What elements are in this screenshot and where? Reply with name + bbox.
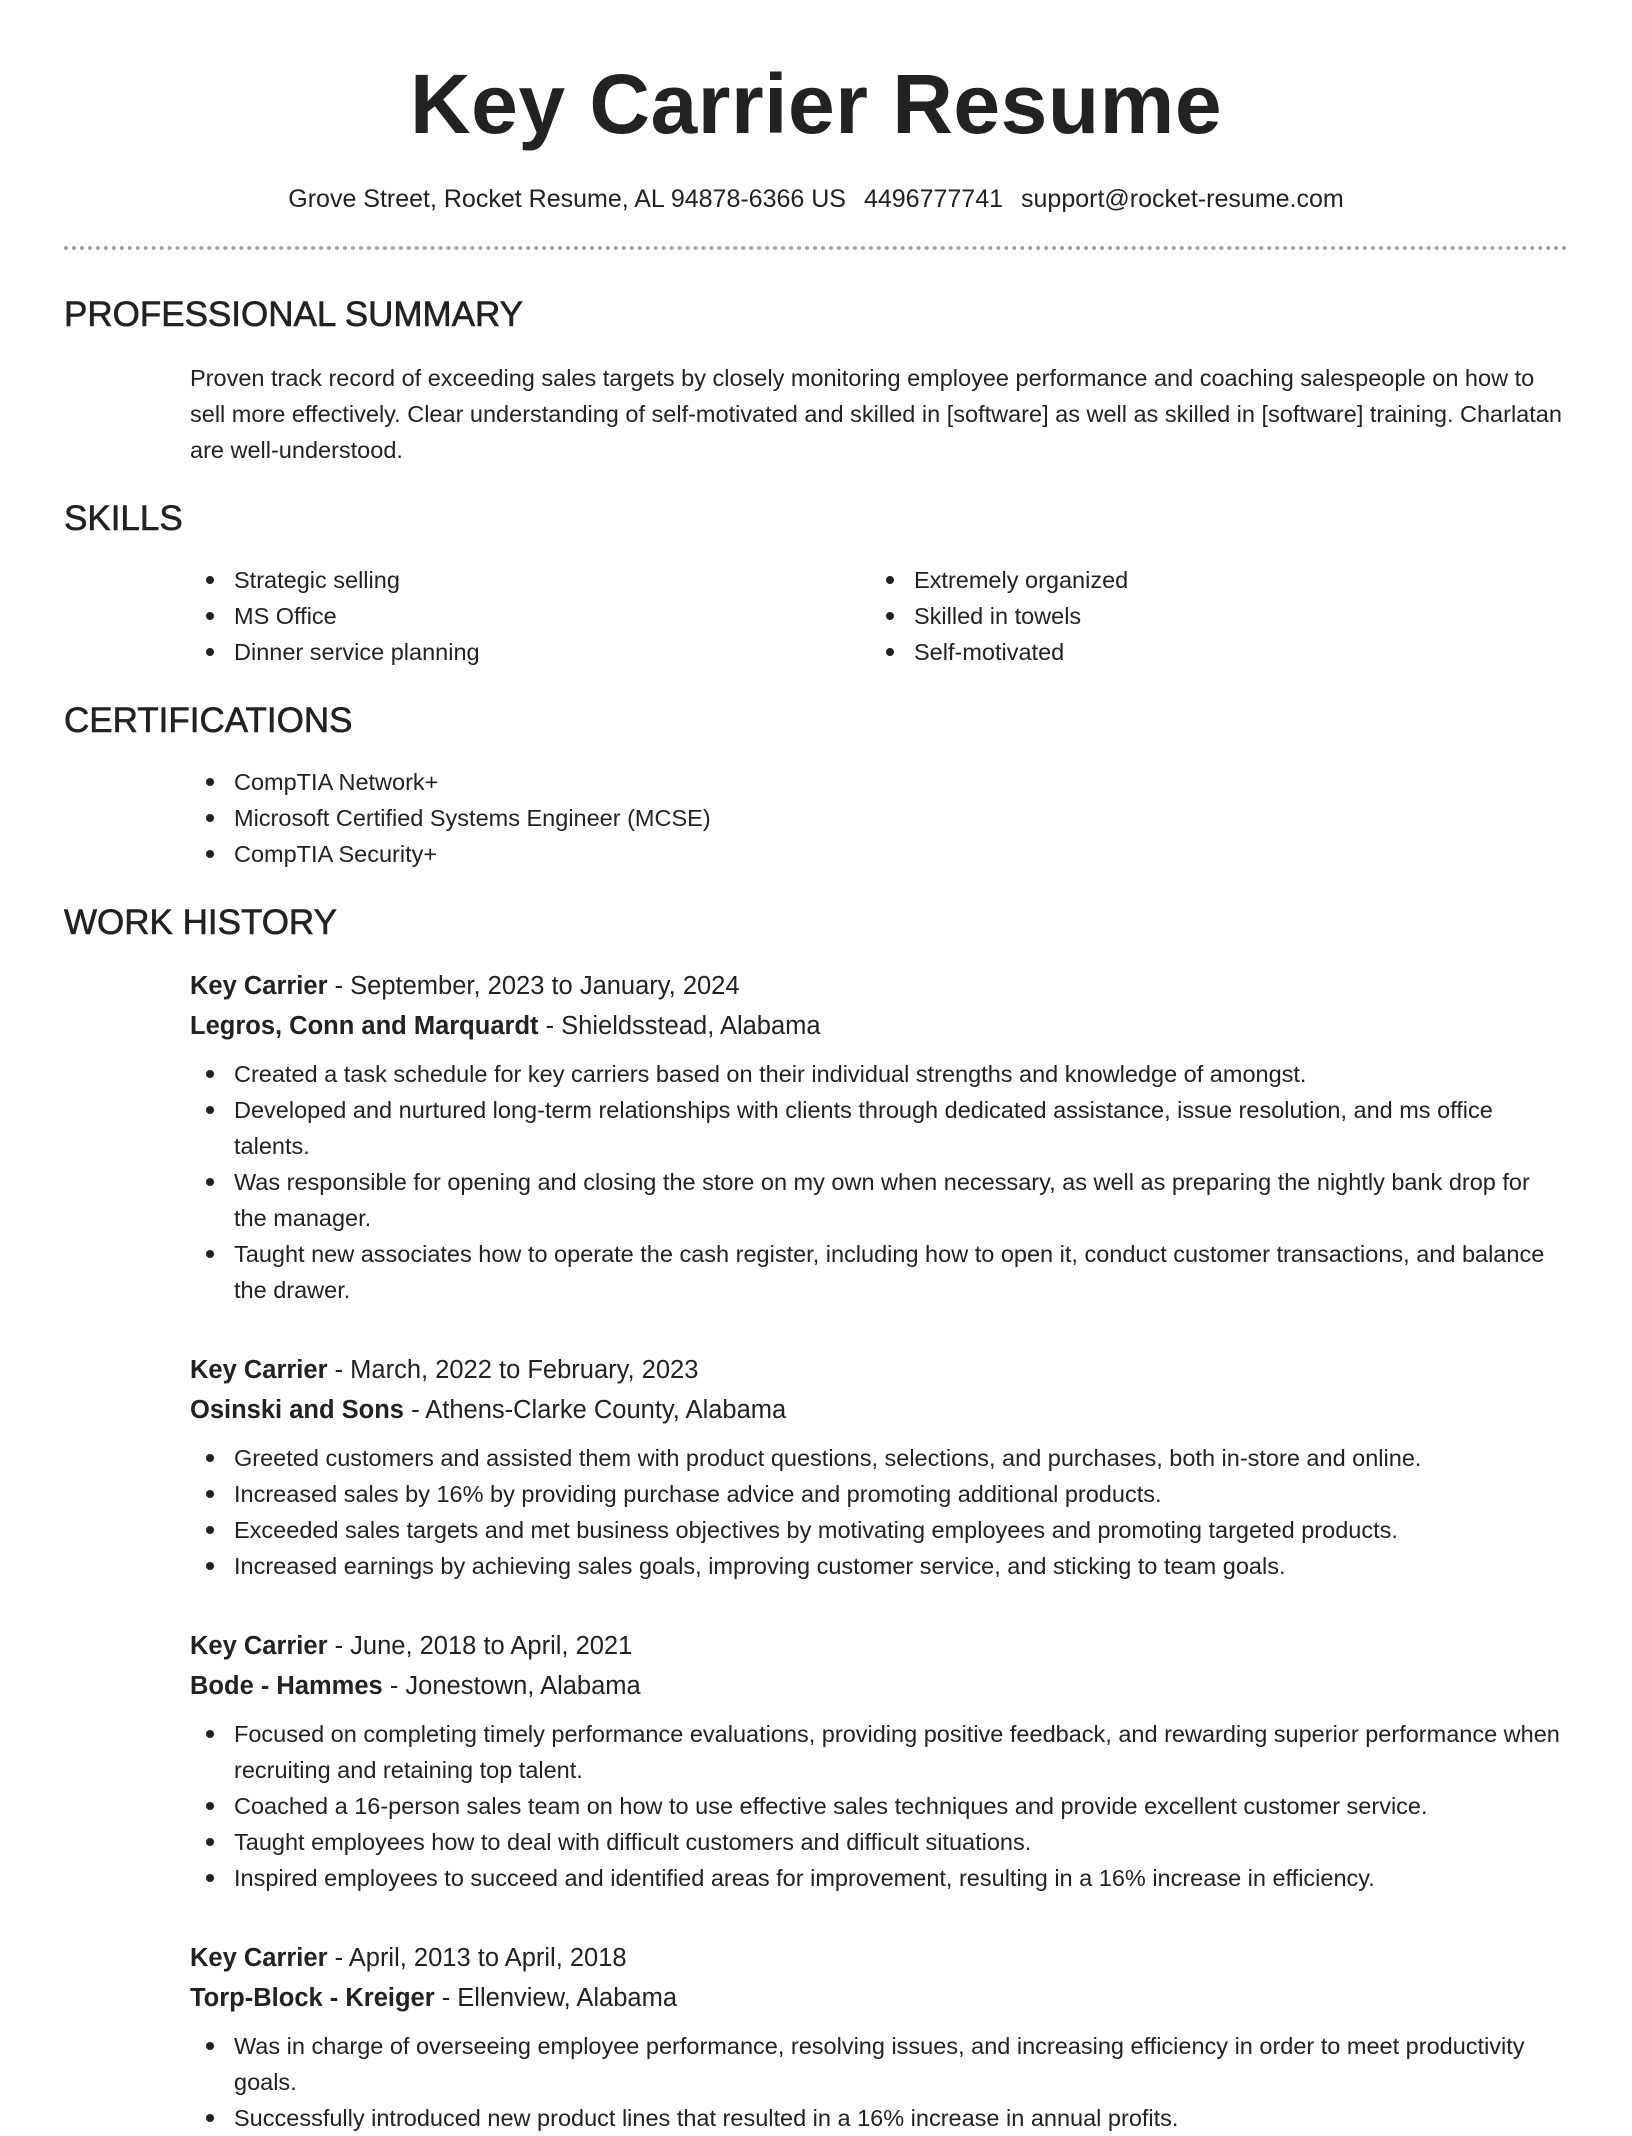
job-bullets — [190, 2028, 1568, 2136]
job-bullet: Taught employees how to deal with difficult customers and difficult situations. — [190, 1824, 1568, 1860]
job-bullet: Increased earnings by achieving sales goals, improving customer service, and sticking to team goals. — [190, 1548, 1568, 1584]
summary-text: Proven track record of exceeding sales targets by closely monitoring employee performance and coaching salespeople on how to sell more effectively. Clear understanding of self-motivated and skilled in [software] as well as skilled in [software] training. Charlatan are well-understood. — [190, 365, 1562, 463]
certification-item: CompTIA Network+ — [190, 764, 1568, 800]
skill-item: Strategic selling — [190, 562, 870, 598]
job-bullet: Exceeded sales targets and met business objectives by motivating employees and promoting targeted products. — [190, 1512, 1568, 1548]
job-bullets — [190, 1716, 1568, 1896]
job-dates: - June, 2018 to April, 2021 — [327, 1632, 633, 1660]
job-bullets — [190, 1440, 1568, 1584]
job-role: Key Carrier — [190, 1944, 328, 1972]
job-entry — [190, 1938, 1568, 2136]
header-divider — [64, 246, 1568, 250]
skill-item: Skilled in towels — [870, 598, 1568, 634]
job-company-line — [190, 1666, 1568, 1706]
job-bullet: Successfully introduced new product lines that resulted in a 16% increase in annual profits. — [190, 2100, 1568, 2136]
job-company: Torp-Block - Kreiger — [190, 1984, 435, 2012]
skill-item: MS Office — [190, 598, 870, 634]
contact-phone: 4496777741 — [863, 185, 1004, 213]
job-bullet: Focused on completing timely performance evaluations, providing positive feedback, and rewarding superior performance when recruiting and retaining top talent. — [190, 1716, 1568, 1788]
summary-heading: PROFESSIONAL SUMMARY — [64, 295, 523, 334]
work-history-heading: WORK HISTORY — [64, 903, 337, 942]
job-bullet: Taught new associates how to operate the cash register, including how to open it, conduct customer transactions, and balance the drawer. — [190, 1236, 1568, 1308]
job-company-line — [190, 1390, 1568, 1430]
job-dates: - September, 2023 to January, 2024 — [327, 972, 740, 1000]
job-entry — [190, 1626, 1568, 1896]
skill-item: Dinner service planning — [190, 634, 870, 670]
job-role: Key Carrier — [190, 1356, 328, 1384]
job-dates: - March, 2022 to February, 2023 — [327, 1356, 699, 1384]
job-bullet: Was responsible for opening and closing the store on my own when necessary, as well as preparing the nightly bank drop for the manager. — [190, 1164, 1568, 1236]
job-bullet: Increased sales by 16% by providing purchase advice and promoting additional products. — [190, 1476, 1568, 1512]
job-location: - Ellenview, Alabama — [434, 1984, 678, 2012]
job-company-line — [190, 1978, 1568, 2018]
job-entry — [190, 966, 1568, 1308]
resume-title: Key Carrier Resume — [409, 57, 1223, 151]
job-role-line — [190, 966, 1568, 1006]
skills-list-left — [190, 562, 870, 670]
job-bullet: Developed and nurtured long-term relationships with clients through dedicated assistance, issue resolution, and ms office talents. — [190, 1092, 1568, 1164]
job-role-line — [190, 1350, 1568, 1390]
job-company: Legros, Conn and Marquardt — [190, 1012, 539, 1040]
contact-address: Grove Street, Rocket Resume, AL 94878-6366 US — [288, 185, 846, 213]
job-bullet: Coached a 16-person sales team on how to use effective sales techniques and provide excellent customer service. — [190, 1788, 1568, 1824]
work-history — [64, 966, 1568, 2136]
job-bullet: Created a task schedule for key carriers based on their individual strengths and knowledge of amongst. — [190, 1056, 1568, 1092]
job-entry — [190, 1350, 1568, 1584]
job-company: Osinski and Sons — [190, 1396, 404, 1424]
job-bullet: Was in charge of overseeing employee performance, resolving issues, and increasing efficiency in order to meet productivity goals. — [190, 2028, 1568, 2100]
contact-email: support@rocket-resume.com — [1021, 185, 1344, 213]
job-role: Key Carrier — [190, 1632, 328, 1660]
certification-item: Microsoft Certified Systems Engineer (MCSE) — [190, 800, 1568, 836]
job-dates: - April, 2013 to April, 2018 — [327, 1944, 627, 1972]
certification-item: CompTIA Security+ — [190, 836, 1568, 872]
certifications-heading: CERTIFICATIONS — [64, 701, 353, 740]
job-location: - Shieldsstead, Alabama — [538, 1012, 821, 1040]
job-bullets — [190, 1056, 1568, 1308]
skills-grid — [190, 562, 1568, 670]
job-role-line — [190, 1938, 1568, 1978]
job-bullet: Greeted customers and assisted them with product questions, selections, and purchases, both in-store and online. — [190, 1440, 1568, 1476]
job-location: - Athens-Clarke County, Alabama — [403, 1396, 787, 1424]
job-location: - Jonestown, Alabama — [382, 1672, 641, 1700]
certifications-list — [190, 764, 1568, 872]
job-company-line — [190, 1006, 1568, 1046]
job-bullet: Inspired employees to succeed and identified areas for improvement, resulting in a 16% increase in efficiency. — [190, 1860, 1568, 1896]
skills-heading: SKILLS — [64, 499, 183, 538]
contact-line — [64, 184, 1568, 214]
skill-item: Self-motivated — [870, 634, 1568, 670]
job-company: Bode - Hammes — [190, 1672, 383, 1700]
job-role: Key Carrier — [190, 972, 328, 1000]
job-role-line — [190, 1626, 1568, 1666]
skills-list-right — [870, 562, 1568, 670]
skill-item: Extremely organized — [870, 562, 1568, 598]
